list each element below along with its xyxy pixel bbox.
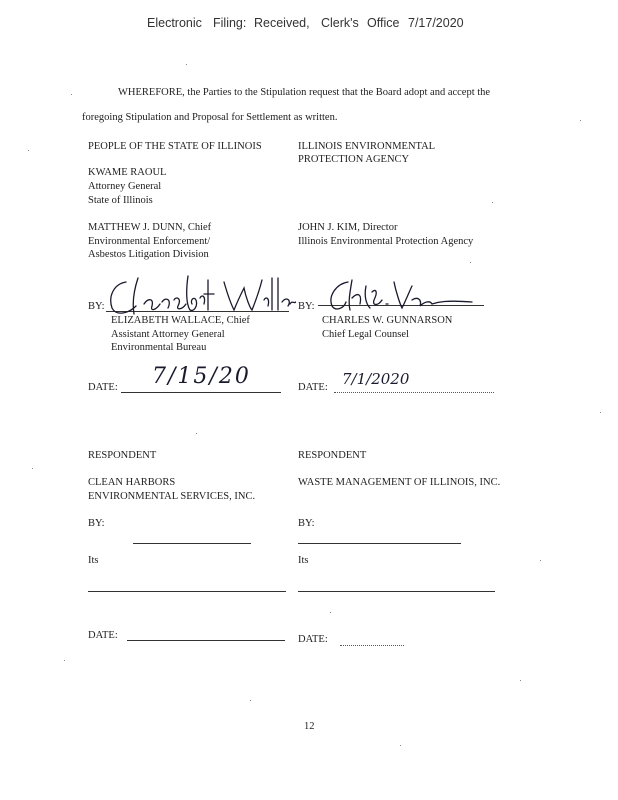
left-signer-title-2: Environmental Bureau [111, 342, 207, 353]
party-iepa-line-1: ILLINOIS ENVIRONMENTAL [298, 141, 436, 152]
left-respondent-by-label: BY: [88, 518, 105, 529]
right-signer-name: CHARLES W. GUNNARSON [322, 315, 453, 326]
chief-title-line-1: Environmental Enforcement/ [88, 236, 211, 247]
left-signer-title-1: Assistant Attorney General [111, 329, 225, 340]
right-respondent-name: WASTE MANAGEMENT OF ILLINOIS, INC. [298, 477, 501, 488]
left-date-line [121, 392, 281, 393]
header-word-electronic: Electronic [147, 16, 202, 30]
left-signer-name: ELIZABETH WALLACE, Chief [111, 315, 250, 326]
right-respondent-its-line [298, 591, 495, 592]
attorney-general-title: Attorney General [88, 181, 162, 192]
right-respondent-label: RESPONDENT [298, 450, 367, 461]
header-word-received: Received, [254, 16, 310, 30]
left-respondent-date-line [127, 640, 285, 641]
signature-elizabeth-wallace [104, 270, 296, 320]
right-respondent-date-label: DATE: [298, 634, 328, 645]
party-people-of-illinois: PEOPLE OF THE STATE OF ILLINOIS [88, 141, 262, 152]
right-respondent-by-label: BY: [298, 518, 315, 529]
left-respondent-name-2: ENVIRONMENTAL SERVICES, INC. [88, 491, 256, 502]
left-date-label: DATE: [88, 382, 118, 393]
header-word-clerks: Clerk's [321, 16, 359, 30]
party-iepa-line-2: PROTECTION AGENCY [298, 154, 410, 165]
left-date-handwritten: 7/15/20 [152, 364, 251, 389]
chief-title-line-2: Asbestos Litigation Division [88, 249, 209, 260]
paragraph-line-2: foregoing Stipulation and Proposal for Settlement as written. [82, 112, 338, 123]
header-date: 7/17/2020 [408, 16, 464, 30]
right-respondent-by-line [298, 543, 461, 544]
right-date-line [334, 392, 494, 393]
director-name: JOHN J. KIM, Director [298, 222, 398, 233]
signature-charles-gunnarson [322, 278, 482, 314]
right-respondent-date-line [340, 645, 404, 646]
chief-name: MATTHEW J. DUNN, Chief [88, 222, 212, 233]
left-respondent-label: RESPONDENT [88, 450, 157, 461]
left-by-label: BY: [88, 301, 105, 312]
right-date-handwritten: 7/1/2020 [342, 370, 410, 388]
right-signer-title: Chief Legal Counsel [322, 329, 409, 340]
attorney-general-state: State of Illinois [88, 195, 153, 206]
left-respondent-its-label: Its [88, 555, 99, 566]
left-respondent-name-1: CLEAN HARBORS [88, 477, 176, 488]
right-respondent-its-label: Its [298, 555, 309, 566]
paragraph-line-1: WHEREFORE, the Parties to the Stipulation request that the Board adopt and accept the [118, 87, 491, 98]
left-respondent-by-line [133, 543, 251, 544]
page-number: 12 [304, 721, 315, 732]
right-date-label: DATE: [298, 382, 328, 393]
header-word-filing: Filing: [213, 16, 247, 30]
director-title: Illinois Environmental Protection Agency [298, 236, 474, 247]
right-by-label: BY: [298, 301, 315, 312]
header-word-office: Office [367, 16, 400, 30]
left-respondent-its-line [88, 591, 286, 592]
attorney-general-name: KWAME RAOUL [88, 167, 167, 178]
left-respondent-date-label: DATE: [88, 630, 118, 641]
